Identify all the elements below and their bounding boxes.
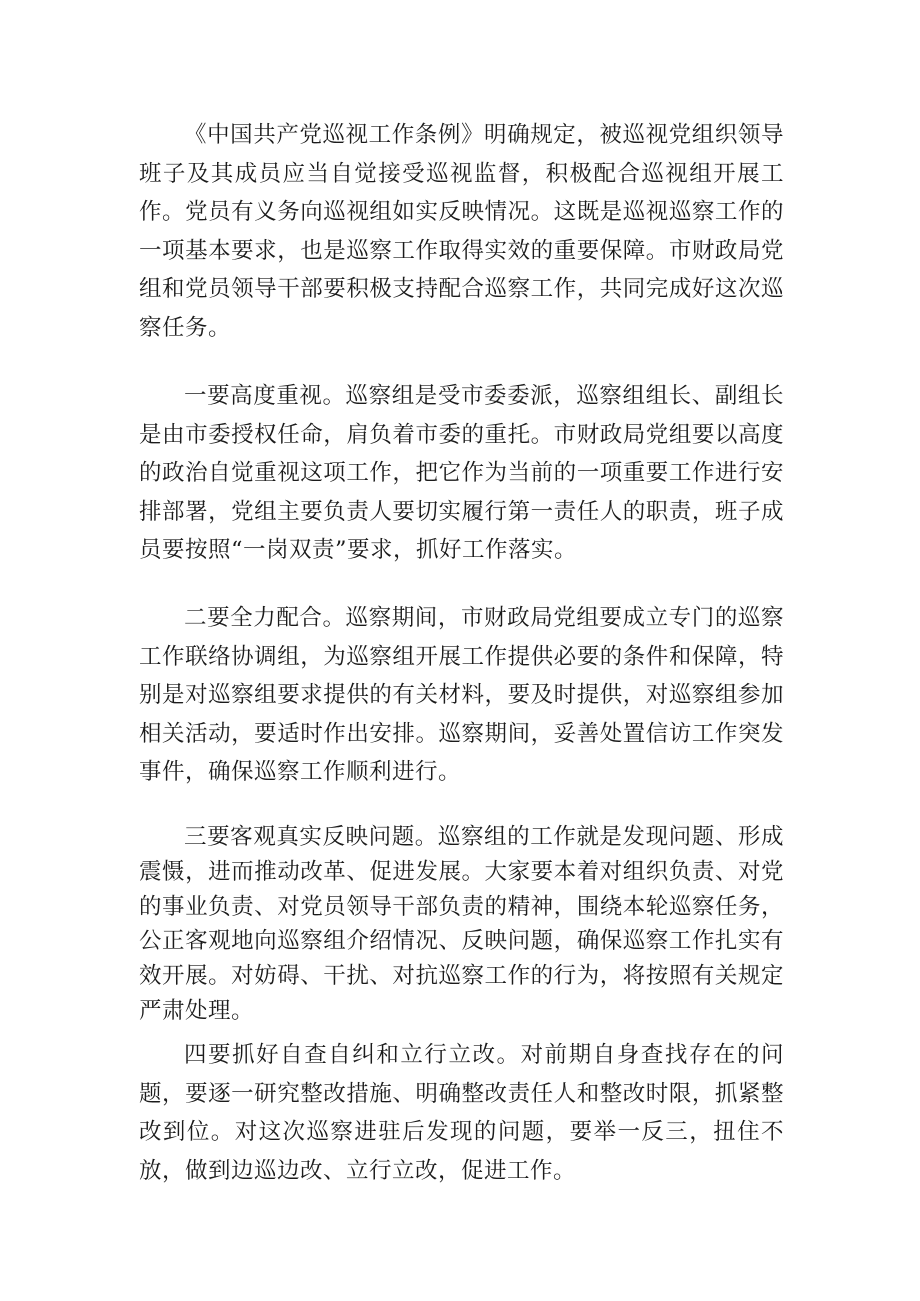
paragraph-point-1: 一要高度重视。巡察组是受市委委派，巡察组组长、副组长是由市委授权任命，肩负着市委的重托。市财政局党组要以高度的政治自觉重视这项工作，把它作为当前的一项重要工作进行安排部署，党组主要负责人要切实履行第一责任人的职责，班子成员要按照“一岗双责”要求，抓好工作落实。 [139,383,784,564]
paragraph-point-2: 二要全力配合。巡察期间，市财政局党组要成立专门的巡察工作联络协调组，为巡察组开展工作提供必要的条件和保障，特别是对巡察组要求提供的有关材料，要及时提供，对巡察组参加相关活动，要适时作出安排。巡察期间，妥善处置信访工作突发事件，确保巡察工作顺利进行。 [139,605,784,786]
paragraph-point-4: 四要抓好自查自纠和立行立改。对前期自身查找存在的问题，要逐一研究整改措施、明确整改责任人和整改时限，抓紧整改到位。对这次巡察进驻后发现的问题，要举一反三，扭住不放，做到边巡边改、立行立改，促进工作。 [139,1042,784,1184]
paragraph-intro: 《中国共产党巡视工作条例》明确规定，被巡视党组织领导班子及其成员应当自觉接受巡视监督，积极配合巡视组开展工作。党员有义务向巡视组如实反映情况。这既是巡视巡察工作的一项基本要求，也是巡察工作取得实效的重要保障。市财政局党组和党员领导干部要积极支持配合巡察工作，共同完成好这次巡察任务。 [139,122,784,341]
paragraph-point-3: 三要客观真实反映问题。巡察组的工作就是发现问题、形成震慑，进而推动改革、促进发展。大家要本着对组织负责、对党的事业负责、对党员领导干部负责的精神，围绕本轮巡察任务，公正客观地向巡察组介绍情况、反映问题，确保巡察工作扎实有效开展。对妨碍、干扰、对抗巡察工作的行为，将按照有关规定严肃处理。 [139,824,784,1024]
